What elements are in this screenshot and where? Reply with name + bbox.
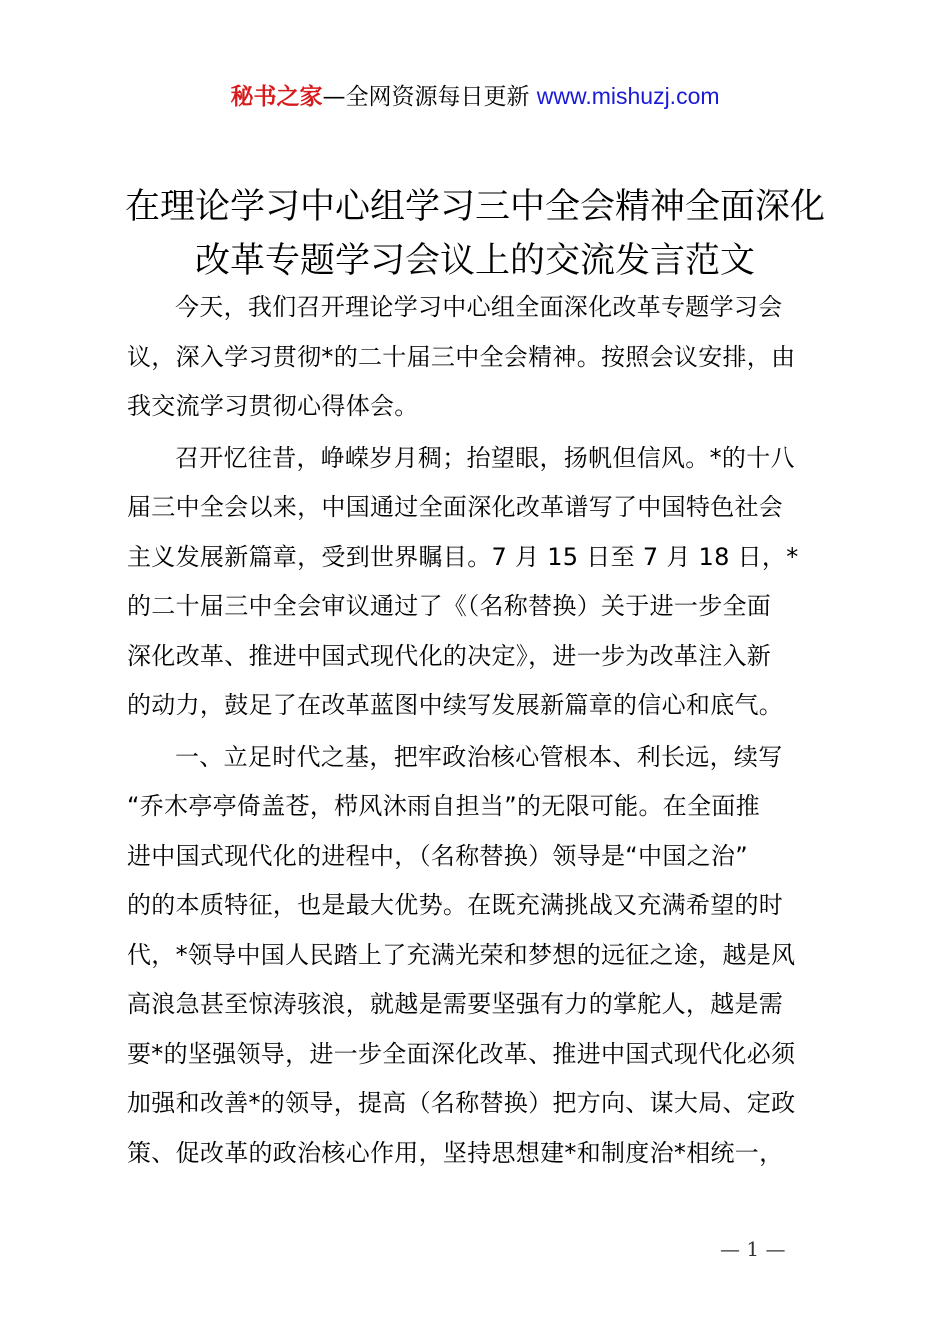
text-line: 的二十届三中全会审议通过了《（名称替换）关于进一步全面 [127,592,772,620]
text-line: 届三中全会以来，中国通过全面深化改革谱写了中国特色社会 [127,493,784,521]
title-line-2: 改革专题学习会议上的交流发言范文 [194,241,755,281]
document-title [100,180,850,288]
text-line: 今天，我们召开理论学习中心组全面深化改革专题学习会 [175,293,783,321]
text-line: 的的本质特征，也是最大优势。在既充满挑战又充满希望的时 [127,891,784,919]
paragraph-section-one [127,733,835,1179]
text-line: 一、立足时代之基，把牢政治核心管根本、利长远，续写 [175,742,783,771]
text-line: “乔木亭亭倚盖苍，栉风沐雨自担当”的无限可能。在全面推 [127,792,760,820]
header-tagline: 全网资源每日更新 [345,84,537,110]
text-line: 的动力，鼓足了在改革蓝图中续写发展新篇章的信心和底气。 [127,691,784,719]
text-line: 策、促改革的政治核心作用，坚持思想建*和制度治*相统一， [127,1138,784,1167]
paragraph-background [127,434,835,731]
text-line: 主义发展新篇章，受到世界瞩目。7 月 15 日至 7 月 18 日，* [127,542,799,571]
page-number: — 1 — [720,1237,786,1261]
text-line: 高浪急甚至惊涛骇浪，就越是需要坚强有力的掌舵人，越是需 [127,990,784,1018]
title-line-1: 在理论学习中心组学习三中全会精神全面深化 [124,187,825,227]
site-header [0,80,950,113]
text-line: 进中国式现代化的进程中，（名称替换）领导是“中国之治” [127,841,748,870]
text-line: 加强和改善*的领导，提高（名称替换）把方向、谋大局、定政 [127,1089,796,1117]
header-separator: — [322,84,346,110]
text-line: 要*的坚强领导，进一步全面深化改革、推进中国式现代化必须 [127,1039,796,1068]
text-line: 深化改革、推进中国式现代化的决定》，进一步为改革注入新 [127,641,772,670]
document-body [127,283,835,1180]
site-url-link[interactable]: www.mishuzj.com [536,83,720,109]
paragraph-intro [127,283,835,432]
text-line: 议，深入学习贯彻*的二十届三中全会精神。按照会议安排，由 [127,342,796,371]
site-brand: 秘书之家 [230,84,323,110]
text-line: 代，*领导中国人民踏上了充满光荣和梦想的远征之途，越是风 [127,940,796,969]
text-line: 召开忆往昔，峥嵘岁月稠；抬望眼，扬帆但信风。*的十八 [175,443,795,472]
text-line: 我交流学习贯彻心得体会。 [127,392,419,420]
